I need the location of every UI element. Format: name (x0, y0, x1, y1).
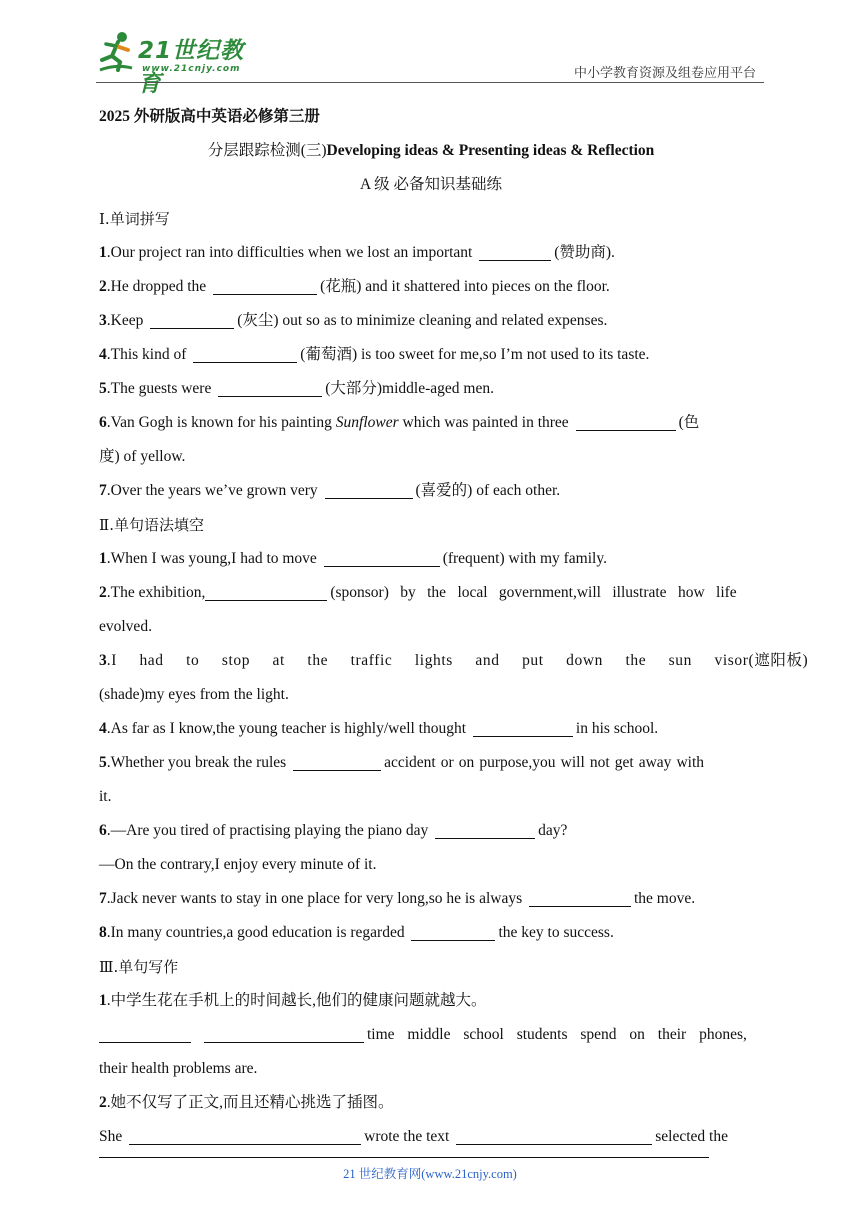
question-text: .中学生花在手机上的时间越长,他们的健康问题就越大。 (106, 992, 487, 1009)
question-1-3 (99, 304, 763, 338)
footer-divider (99, 1157, 709, 1158)
question-text: (花瓶) and it shattered into pieces on the floor. (320, 278, 610, 295)
question-2-2 (99, 576, 763, 610)
answer-blank[interactable] (576, 412, 676, 431)
question-text: .Keep (106, 312, 148, 329)
question-text: day? (538, 822, 568, 839)
question-text: (大部分)middle-aged men. (325, 380, 494, 397)
question-number: 1 (99, 244, 107, 261)
question-2-6-reply: —On the contrary,I enjoy every minute of it. (99, 856, 377, 873)
subtitle-cn: 分层跟踪检测(三) (207, 142, 327, 159)
question-text: (葡萄酒) is too sweet for me,so I’m not used to its taste. (300, 346, 650, 363)
doc-level: A 级 必备知识基础练 (359, 176, 503, 193)
question-1-6 (99, 406, 763, 440)
question-text: .她不仅写了正文,而且还精心挑选了插图。 (106, 1094, 394, 1111)
question-text: wrote the text (364, 1128, 454, 1145)
question-3-2-answer (99, 1120, 763, 1154)
question-text: (sponsor) by the local government,will illustrate how life (330, 584, 737, 601)
section-heading-1: Ⅰ.单词拼写 (99, 210, 170, 228)
question-text: .He dropped the (106, 278, 211, 295)
question-text: (灰尘) out so as to minimize cleaning and related expenses. (237, 312, 608, 329)
question-2-5 (99, 746, 763, 780)
question-1-7 (99, 474, 763, 508)
question-text: .As far as I know,the young teacher is highly/well thought (106, 720, 470, 737)
question-2-8 (99, 916, 763, 950)
question-1-4 (99, 338, 763, 372)
answer-blank[interactable] (293, 752, 381, 771)
question-text: (色 (678, 414, 700, 431)
question-text: .Van Gogh is known for his painting (106, 414, 336, 431)
question-2-4 (99, 712, 763, 746)
question-text: .When I was young,I had to move (106, 550, 321, 567)
question-text: .Over the years we’ve grown very (106, 482, 322, 499)
question-number: 8 (99, 924, 107, 941)
question-text: .Jack never wants to stay in one place for very long,so he is always (106, 890, 526, 907)
question-2-3 (99, 644, 809, 678)
answer-blank[interactable] (150, 310, 234, 329)
header-divider (96, 82, 764, 83)
question-number: 2 (99, 1094, 107, 1111)
question-number: 5 (99, 754, 107, 771)
question-text: .The exhibition, (106, 584, 206, 601)
runner-logo-icon (92, 30, 140, 76)
question-text: .Our project ran into difficulties when we lost an important (106, 244, 477, 261)
question-3-1 (99, 984, 763, 1018)
question-text: .The guests were (106, 380, 216, 397)
question-text: which was painted in three (398, 414, 573, 431)
logo (92, 30, 262, 97)
question-text: accident or on purpose,you will not get away with (384, 754, 705, 771)
logo-url: www.21cnjy.com (142, 64, 241, 74)
answer-blank[interactable] (129, 1126, 361, 1145)
section-heading-3: Ⅲ.单句写作 (99, 958, 179, 976)
answer-blank[interactable] (411, 922, 495, 941)
painting-title: Sunflower (335, 414, 399, 431)
question-text: the key to success. (498, 924, 614, 941)
question-number: 1 (99, 550, 107, 567)
question-text: .In many countries,a good education is regarded (106, 924, 409, 941)
doc-title: 2025 外研版高中英语必修第三册 (99, 108, 320, 125)
question-1-6-cont: 度) of yellow. (99, 448, 186, 465)
question-text: .Whether you break the rules (106, 754, 291, 771)
question-2-1 (99, 542, 763, 576)
question-2-5-cont: it. (99, 788, 112, 805)
answer-blank[interactable] (324, 548, 440, 567)
question-number: 3 (99, 652, 107, 669)
question-text: (赞助商). (554, 244, 615, 261)
answer-blank[interactable] (529, 888, 631, 907)
answer-blank[interactable] (456, 1126, 652, 1145)
question-1-1 (99, 236, 763, 270)
header-platform-text: 中小学教育资源及组卷应用平台 (573, 66, 756, 81)
question-3-1-cont: their health problems are. (99, 1060, 258, 1077)
question-text: the move. (634, 890, 696, 907)
answer-blank[interactable] (205, 582, 327, 601)
question-text: .I had to stop at the traffic lights and put down the sun visor(遮阳板) (106, 652, 809, 669)
question-number: 7 (99, 482, 107, 499)
question-text: .—Are you tired of practising playing the piano day (106, 822, 433, 839)
question-2-7 (99, 882, 763, 916)
answer-blank[interactable] (435, 820, 535, 839)
logo-text: 21世纪教育 (138, 38, 245, 97)
question-number: 2 (99, 584, 107, 601)
question-text: time middle school students spend on their phones, (367, 1026, 747, 1043)
question-text: She (99, 1128, 127, 1145)
question-3-1-answer (99, 1018, 763, 1052)
answer-blank[interactable] (99, 1024, 191, 1043)
answer-blank[interactable] (204, 1024, 364, 1043)
question-2-3-cont: (shade)my eyes from the light. (99, 686, 289, 703)
answer-blank[interactable] (193, 344, 297, 363)
question-number: 4 (99, 346, 107, 363)
question-1-5 (99, 372, 763, 406)
answer-blank[interactable] (473, 718, 573, 737)
answer-blank[interactable] (479, 242, 551, 261)
subtitle-en: Developing ideas & Presenting ideas & Reflection (326, 142, 655, 159)
question-text: (喜爱的) of each other. (415, 482, 561, 499)
question-text: selected the (655, 1128, 728, 1145)
question-number: 6 (99, 414, 107, 431)
question-number: 3 (99, 312, 107, 329)
question-text: .This kind of (106, 346, 191, 363)
doc-subtitle (99, 134, 763, 168)
section-heading-2: Ⅱ.单句语法填空 (99, 516, 204, 534)
document-body (99, 100, 809, 1154)
question-1-2 (99, 270, 763, 304)
answer-blank[interactable] (325, 480, 413, 499)
answer-blank[interactable] (213, 276, 317, 295)
question-number: 4 (99, 720, 107, 737)
question-2-2-cont: evolved. (99, 618, 152, 635)
question-3-2 (99, 1086, 763, 1120)
question-number: 1 (99, 992, 107, 1009)
question-number: 7 (99, 890, 107, 907)
question-2-6 (99, 814, 763, 848)
question-number: 5 (99, 380, 107, 397)
question-text: (frequent) with my family. (442, 550, 607, 567)
page-header (0, 0, 860, 97)
question-text: in his school. (575, 720, 659, 737)
question-number: 6 (99, 822, 107, 839)
answer-blank[interactable] (218, 378, 322, 397)
question-number: 2 (99, 278, 107, 295)
page-footer[interactable]: 21 世纪教育网(www.21cnjy.com) (343, 1167, 517, 1181)
